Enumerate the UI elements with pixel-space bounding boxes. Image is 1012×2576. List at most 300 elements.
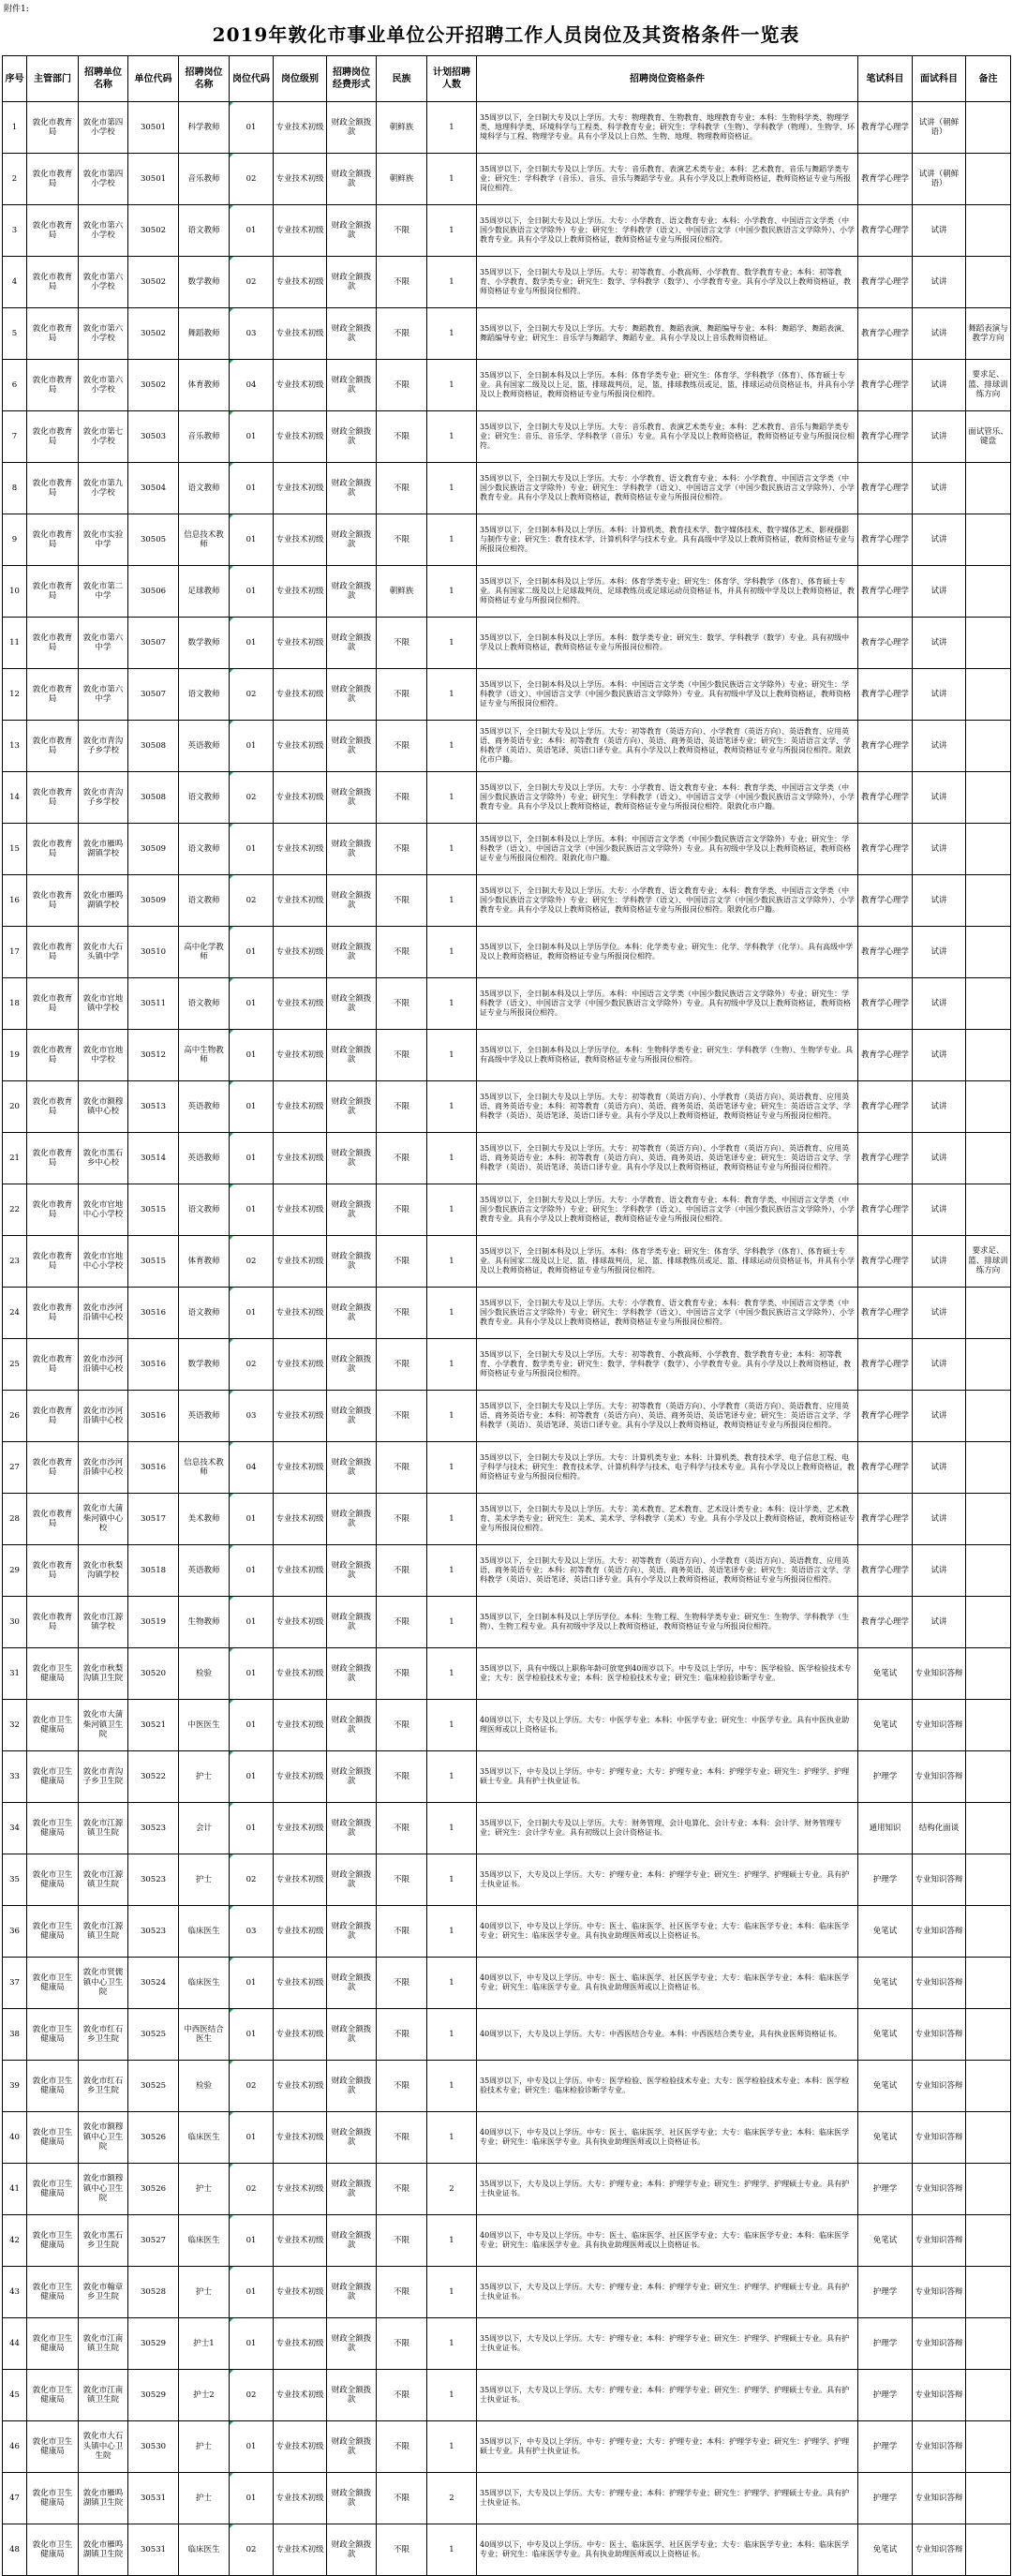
cell-col-written-test: 教育学心理学: [858, 978, 913, 1030]
table-row: [3, 1081, 1011, 1133]
cell-col-position-code: 02: [230, 1854, 274, 1906]
cell-col-level: 专业技术初级: [274, 154, 327, 205]
cell-col-unit: 敦化市第六小学校: [79, 257, 128, 308]
cell-col-interview: 试讲: [913, 257, 966, 308]
cell-col-unit: 敦化市翰章乡卫生院: [79, 2267, 128, 2318]
cell-col-written-test: 教育学心理学: [858, 154, 913, 205]
cell-col-level: 专业技术初级: [274, 1081, 327, 1133]
cell-col-level: 专业技术初级: [274, 1854, 327, 1906]
cell-col-unit: 敦化市红石乡卫生院: [79, 2061, 128, 2112]
cell-col-funding: 财政全额拨款: [327, 772, 377, 824]
cell-col-position-code: 01: [230, 1958, 274, 2009]
cell-col-unit: 敦化市江源镇卫生院: [79, 1906, 128, 1958]
cell-col-unit-code: 30509: [128, 824, 179, 875]
cell-col-remarks: [966, 463, 1011, 514]
cell-col-funding: 财政全额拨款: [327, 566, 377, 618]
cell-col-ethnicity: 不限: [377, 1700, 427, 1751]
cell-col-count: 1: [427, 1494, 477, 1545]
cell-col-position-code: 02: [230, 1339, 274, 1391]
cell-col-position-code: 01: [230, 205, 274, 257]
table-row: [3, 2370, 1011, 2421]
cell-col-unit-code: 30522: [128, 1751, 179, 1803]
cell-col-remarks: [966, 2009, 1011, 2061]
cell-col-funding: 财政全额拨款: [327, 721, 377, 772]
table-row: [3, 463, 1011, 514]
cell-col-count: 1: [427, 1081, 477, 1133]
cell-col-department: 敦化市卫生健康局: [27, 1958, 79, 2009]
cell-col-index: 34: [3, 1803, 27, 1854]
cell-col-ethnicity: 不限: [377, 2318, 427, 2370]
column-header-col-unit-code: 单位代码: [128, 56, 179, 102]
cell-col-qualifications: 35周岁以下，大专及以上学历。大专：护理专业；本科：护理学专业；研究生：护理学、护理硕士专业。具有护士执业证书。: [477, 2318, 858, 2370]
column-header-col-index: 序号: [3, 56, 27, 102]
cell-col-qualifications: 35周岁以下，全日制本科及以上学历。本科：计算机类、教育技术学、数字媒体技术、数字媒体艺术、影视摄影与制作专业；研究生：教育技术学、计算机科学与技术专业。具有高级中学及以上教师资格证，教师资格证专业与所报岗位相符。: [477, 514, 858, 566]
cell-col-funding: 财政全额拨款: [327, 1597, 377, 1648]
cell-col-qualifications: 35周岁以下，全日制大专及以上学历。大专：初等教育（英语方向）、小学教育（英语方向）、英语教育、应用英语、商务英语专业；本科：初等教育（英语方向）、英语、商务英语、英语笔译专业；研究生：英语语言文学、学科教学（英语）、英语笔译、英语口译专业。具有小学及以上教师资格证，教师资格证专业与所报岗位相符。: [477, 1133, 858, 1184]
cell-col-unit-code: 30507: [128, 669, 179, 721]
cell-col-position: 英语教师: [179, 1133, 230, 1184]
cell-col-position-code: 02: [230, 2061, 274, 2112]
cell-col-level: 专业技术初级: [274, 1751, 327, 1803]
cell-col-remarks: [966, 1958, 1011, 2009]
cell-col-qualifications: 35周岁以下，全日制大专及以上学历。大专：小学教育、语文教育专业；本科：教育学类、中国语言文学类（中国少数民族语言文学除外）专业；研究生：学科教学（语文）、中国语言文学（中国少数民族语言文学除外）、小学教育专业。具有小学及以上教师资格证，教师资格证专业与所报岗位相符。限敦化市户籍。: [477, 772, 858, 824]
cell-col-unit-code: 30505: [128, 514, 179, 566]
cell-col-written-test: 教育学心理学: [858, 566, 913, 618]
cell-col-ethnicity: 不限: [377, 1958, 427, 2009]
cell-col-written-test: 教育学心理学: [858, 257, 913, 308]
cell-col-department: 敦化市卫生健康局: [27, 2009, 79, 2061]
cell-col-position: 临床医生: [179, 1906, 230, 1958]
cell-col-position: 音乐教师: [179, 154, 230, 205]
cell-col-position: 检验: [179, 1648, 230, 1700]
cell-col-interview: 试讲: [913, 1030, 966, 1081]
cell-col-position: 护士: [179, 2421, 230, 2473]
cell-col-funding: 财政全额拨款: [327, 1081, 377, 1133]
cell-col-count: 1: [427, 514, 477, 566]
cell-col-level: 专业技术初级: [274, 2267, 327, 2318]
cell-col-position: 音乐教师: [179, 411, 230, 463]
cell-col-ethnicity: 不限: [377, 2112, 427, 2164]
cell-col-unit-code: 30514: [128, 1133, 179, 1184]
cell-col-position-code: 01: [230, 1030, 274, 1081]
cell-col-position: 语文教师: [179, 1184, 230, 1236]
cell-col-department: 敦化市教育局: [27, 1339, 79, 1391]
cell-col-department: 敦化市卫生健康局: [27, 2215, 79, 2267]
cell-col-ethnicity: 不限: [377, 618, 427, 669]
cell-col-index: 5: [3, 308, 27, 360]
cell-col-count: 1: [427, 927, 477, 978]
cell-col-funding: 财政全额拨款: [327, 1906, 377, 1958]
cell-col-position: 英语教师: [179, 1545, 230, 1597]
cell-col-remarks: [966, 2164, 1011, 2215]
table-row: [3, 721, 1011, 772]
cell-col-position-code: 01: [230, 927, 274, 978]
cell-col-interview: 试讲: [913, 772, 966, 824]
cell-col-level: 专业技术初级: [274, 2164, 327, 2215]
table-row: [3, 2421, 1011, 2473]
cell-col-unit-code: 30517: [128, 1494, 179, 1545]
cell-col-unit-code: 30515: [128, 1184, 179, 1236]
cell-col-written-test: 护理学: [858, 2473, 913, 2524]
cell-col-remarks: [966, 1906, 1011, 1958]
cell-col-written-test: 护理学: [858, 2421, 913, 2473]
cell-col-funding: 财政全额拨款: [327, 978, 377, 1030]
cell-col-ethnicity: 不限: [377, 1597, 427, 1648]
cell-col-level: 专业技术初级: [274, 669, 327, 721]
cell-col-index: 2: [3, 154, 27, 205]
cell-col-position: 护士: [179, 2473, 230, 2524]
cell-col-interview: 专业知识答辩: [913, 2164, 966, 2215]
cell-col-count: 1: [427, 772, 477, 824]
cell-col-unit-code: 30531: [128, 2524, 179, 2576]
cell-col-unit: 敦化市大石头镇中心卫生院: [79, 2421, 128, 2473]
cell-col-qualifications: 35周岁以下，全日制本科及以上学历。本科：中国语言文学类（中国少数民族语言文学除外）专业；研究生：学科教学（语文）、中国语言文学（中国少数民族语言文学除外）专业。具有初级中学及以上教师资格证，教师资格证专业与所报岗位相符。限敦化市户籍。: [477, 824, 858, 875]
cell-col-qualifications: 35周岁以下，中专及以上学历。中专：医学检验、医学检验技术专业；大专：医学检验技术专业；本科：医学检验技术专业；研究生：临床检验诊断学专业。: [477, 2061, 858, 2112]
cell-col-funding: 财政全额拨款: [327, 2061, 377, 2112]
cell-col-qualifications: 35周岁以下，大专及以上学历。大专：护理专业；本科：护理学专业；研究生：护理学、护理硕士专业。具有护士执业证书。: [477, 1854, 858, 1906]
cell-col-ethnicity: 不限: [377, 1391, 427, 1442]
cell-col-index: 8: [3, 463, 27, 514]
cell-col-funding: 财政全额拨款: [327, 2473, 377, 2524]
cell-col-level: 专业技术初级: [274, 1236, 327, 1288]
table-row: [3, 2318, 1011, 2370]
cell-col-level: 专业技术初级: [274, 978, 327, 1030]
cell-col-written-test: 教育学心理学: [858, 721, 913, 772]
cell-col-remarks: [966, 2061, 1011, 2112]
cell-col-remarks: [966, 1700, 1011, 1751]
cell-col-unit-code: 30504: [128, 463, 179, 514]
cell-col-count: 1: [427, 1339, 477, 1391]
cell-col-remarks: [966, 2112, 1011, 2164]
cell-col-interview: 试讲: [913, 1597, 966, 1648]
cell-col-index: 3: [3, 205, 27, 257]
cell-col-written-test: 教育学心理学: [858, 1494, 913, 1545]
cell-col-funding: 财政全额拨款: [327, 2009, 377, 2061]
cell-col-count: 1: [427, 102, 477, 154]
cell-col-position: 中西医结合医生: [179, 2009, 230, 2061]
cell-col-index: 14: [3, 772, 27, 824]
cell-col-funding: 财政全额拨款: [327, 154, 377, 205]
cell-col-unit: 敦化市雁鸣湖镇学校: [79, 824, 128, 875]
cell-col-unit: 敦化市沙河沿镇中心校: [79, 1288, 128, 1339]
cell-col-count: 1: [427, 1958, 477, 2009]
cell-col-department: 敦化市教育局: [27, 411, 79, 463]
cell-col-interview: 试讲: [913, 463, 966, 514]
cell-col-position: 护士: [179, 1854, 230, 1906]
column-header-col-position-code: 岗位代码: [230, 56, 274, 102]
cell-col-unit-code: 30502: [128, 360, 179, 411]
cell-col-index: 32: [3, 1700, 27, 1751]
cell-col-count: 1: [427, 308, 477, 360]
cell-col-remarks: [966, 2215, 1011, 2267]
cell-col-remarks: [966, 1545, 1011, 1597]
cell-col-position: 护士: [179, 2267, 230, 2318]
cell-col-ethnicity: 不限: [377, 1803, 427, 1854]
cell-col-unit-code: 30508: [128, 772, 179, 824]
cell-col-unit-code: 30501: [128, 102, 179, 154]
cell-col-level: 专业技术初级: [274, 772, 327, 824]
cell-col-position: 数学教师: [179, 257, 230, 308]
cell-col-interview: 试讲（朝鲜语）: [913, 154, 966, 205]
cell-col-unit-code: 30502: [128, 308, 179, 360]
cell-col-qualifications: 35周岁以下，全日制本科及以上学历。本科：体育学类专业；研究生：体育学、学科教学（体育）、体育硕士专业。具有国家二级及以上足、篮、排球裁判员，足、篮、排球教练员或足、篮、排球运动员资格证书，并具有小学及以上教师资格证，教师资格证专业与所报岗位相符。: [477, 360, 858, 411]
cell-col-interview: 专业知识答辩: [913, 1648, 966, 1700]
cell-col-qualifications: 35周岁以下，全日制大专及以上学历。大专：音乐教育、表演艺术类专业；本科：艺术教育、音乐与舞蹈学类专业；研究生：音乐、音乐学、学科教学（音乐）专业。具有小学及以上教师资格证，教师资格证专业与所报岗位相符。: [477, 411, 858, 463]
cell-col-written-test: 免笔试: [858, 2061, 913, 2112]
cell-col-count: 1: [427, 2421, 477, 2473]
cell-col-interview: 试讲: [913, 1442, 966, 1494]
cell-col-unit-code: 30521: [128, 1700, 179, 1751]
cell-col-interview: 试讲: [913, 1391, 966, 1442]
cell-col-level: 专业技术初级: [274, 463, 327, 514]
cell-col-position: 舞蹈教师: [179, 308, 230, 360]
cell-col-position-code: 04: [230, 360, 274, 411]
cell-col-position-code: 01: [230, 1494, 274, 1545]
cell-col-qualifications: 40周岁以下，大专及以上学历。大专：中西医结合专业。本科：中西医结合类专业，具有执业医师资格证书。: [477, 2009, 858, 2061]
cell-col-unit: 敦化市额穆镇中心卫生院: [79, 2164, 128, 2215]
cell-col-funding: 财政全额拨款: [327, 1700, 377, 1751]
cell-col-unit: 敦化市大石头镇中学: [79, 927, 128, 978]
cell-col-qualifications: 35周岁以下，全日制本科及以上学历。本科：中国语言文学类（中国少数民族语言文学除外）专业；研究生：学科教学（语文）、中国语言文学（中国少数民族语言文学除外）专业。具有初级中学及以上教师资格证，教师资格证专业与所报岗位相符。: [477, 669, 858, 721]
cell-col-funding: 财政全额拨款: [327, 1958, 377, 2009]
cell-col-ethnicity: 不限: [377, 360, 427, 411]
cell-col-written-test: 教育学心理学: [858, 1545, 913, 1597]
cell-col-qualifications: 35周岁以下，全日制大专及以上学历。大专：初等教育（英语方向）、小学教育（英语方向）、英语教育、应用英语、商务英语专业；本科：初等教育（英语方向）、英语、商务英语、英语笔译专业；研究生：英语语言文学、学科教学（英语）、英语笔译、英语口译专业。具有小学及以上教师资格证，教师资格证专业与所报岗位相符。: [477, 1081, 858, 1133]
cell-col-unit: 敦化市第九小学校: [79, 463, 128, 514]
table-row: [3, 2267, 1011, 2318]
cell-col-department: 敦化市教育局: [27, 824, 79, 875]
cell-col-count: 1: [427, 2061, 477, 2112]
cell-col-interview: 专业知识答辩: [913, 2112, 966, 2164]
cell-col-count: 1: [427, 1545, 477, 1597]
cell-col-interview: 专业知识答辩: [913, 2061, 966, 2112]
cell-col-remarks: 面试管乐、键盘: [966, 411, 1011, 463]
cell-col-count: 1: [427, 2112, 477, 2164]
cell-col-written-test: 教育学心理学: [858, 411, 913, 463]
cell-col-position-code: 02: [230, 669, 274, 721]
cell-col-remarks: [966, 618, 1011, 669]
cell-col-index: 13: [3, 721, 27, 772]
cell-col-remarks: [966, 566, 1011, 618]
cell-col-index: 37: [3, 1958, 27, 2009]
cell-col-department: 敦化市教育局: [27, 1184, 79, 1236]
cell-col-department: 敦化市教育局: [27, 257, 79, 308]
cell-col-position-code: 01: [230, 1184, 274, 1236]
cell-col-count: 1: [427, 2318, 477, 2370]
cell-col-remarks: [966, 1648, 1011, 1700]
cell-col-index: 31: [3, 1648, 27, 1700]
cell-col-written-test: 免笔试: [858, 2112, 913, 2164]
cell-col-unit-code: 30526: [128, 2164, 179, 2215]
cell-col-funding: 财政全额拨款: [327, 360, 377, 411]
cell-col-funding: 财政全额拨款: [327, 2164, 377, 2215]
cell-col-funding: 财政全额拨款: [327, 669, 377, 721]
cell-col-position: 语文教师: [179, 875, 230, 927]
cell-col-department: 敦化市卫生健康局: [27, 2421, 79, 2473]
cell-col-index: 15: [3, 824, 27, 875]
cell-col-level: 专业技术初级: [274, 1288, 327, 1339]
cell-col-written-test: 教育学心理学: [858, 514, 913, 566]
cell-col-position-code: 01: [230, 2473, 274, 2524]
cell-col-unit-code: 30502: [128, 257, 179, 308]
cell-col-qualifications: 40周岁以下，中专及以上学历。中专：医士、临床医学、社区医学专业；大专：临床医学专业；本科：临床医学专业；研究生：临床医学专业。具有执业助理医师或以上资格证书。: [477, 2524, 858, 2576]
cell-col-written-test: 教育学心理学: [858, 824, 913, 875]
cell-col-position: 护士: [179, 2164, 230, 2215]
table-row: [3, 1288, 1011, 1339]
column-header-col-unit: 招聘单位名称: [79, 56, 128, 102]
cell-col-unit-code: 30527: [128, 2215, 179, 2267]
cell-col-index: 11: [3, 618, 27, 669]
table-row: [3, 2009, 1011, 2061]
cell-col-index: 21: [3, 1133, 27, 1184]
cell-col-ethnicity: 不限: [377, 772, 427, 824]
cell-col-index: 16: [3, 875, 27, 927]
cell-col-funding: 财政全额拨款: [327, 1339, 377, 1391]
cell-col-department: 敦化市卫生健康局: [27, 1700, 79, 1751]
table-body: [3, 102, 1011, 2576]
cell-col-position-code: 02: [230, 2524, 274, 2576]
cell-col-department: 敦化市卫生健康局: [27, 2524, 79, 2576]
cell-col-ethnicity: 不限: [377, 978, 427, 1030]
cell-col-qualifications: 35周岁以下，大专及以上学历。大专：护理专业；本科：护理学专业；研究生：护理学、护理硕士专业。具有护士执业证书。: [477, 2164, 858, 2215]
cell-col-written-test: 免笔试: [858, 2009, 913, 2061]
cell-col-position: 高中化学教师: [179, 927, 230, 978]
cell-col-interview: 试讲: [913, 1545, 966, 1597]
cell-col-department: 敦化市卫生健康局: [27, 2267, 79, 2318]
cell-col-position-code: 01: [230, 1288, 274, 1339]
cell-col-remarks: [966, 154, 1011, 205]
table-row: [3, 1391, 1011, 1442]
cell-col-qualifications: 35周岁以下，全日制大专及以上学历。大专：小学教育、语文教育专业；本科：教育学类、中国语言文学类（中国少数民族语言文学除外）专业；研究生：学科教学（语文）、中国语言文学（中国少数民族语言文学除外）、小学教育专业。具有小学及以上教师资格证，教师资格证专业与所报岗位相符。限敦化市户籍。: [477, 875, 858, 927]
cell-col-position-code: 01: [230, 566, 274, 618]
cell-col-remarks: [966, 257, 1011, 308]
cell-col-written-test: 免笔试: [858, 1648, 913, 1700]
cell-col-remarks: [966, 1288, 1011, 1339]
cell-col-position: 高中生物教师: [179, 1030, 230, 1081]
column-header-col-interview: 面试科目: [913, 56, 966, 102]
cell-col-level: 专业技术初级: [274, 1030, 327, 1081]
cell-col-unit: 敦化市青沟子乡学校: [79, 772, 128, 824]
cell-col-qualifications: 35周岁以下，大专及以上学历。大专：护理专业；本科：护理学专业；研究生：护理学、护理硕士专业。具有护士执业证书。: [477, 2370, 858, 2421]
cell-col-written-test: 教育学心理学: [858, 1184, 913, 1236]
cell-col-index: 33: [3, 1751, 27, 1803]
cell-col-position-code: 02: [230, 2370, 274, 2421]
cell-col-written-test: 护理学: [858, 1854, 913, 1906]
table-row: [3, 2061, 1011, 2112]
cell-col-unit: 敦化市第六中学: [79, 669, 128, 721]
cell-col-written-test: 护理学: [858, 2267, 913, 2318]
cell-col-written-test: 教育学心理学: [858, 1597, 913, 1648]
cell-col-position: 护士1: [179, 2318, 230, 2370]
cell-col-level: 专业技术初级: [274, 1958, 327, 2009]
cell-col-funding: 财政全额拨款: [327, 2267, 377, 2318]
cell-col-unit-code: 30516: [128, 1288, 179, 1339]
cell-col-funding: 财政全额拨款: [327, 257, 377, 308]
cell-col-written-test: 护理学: [858, 2318, 913, 2370]
cell-col-index: 43: [3, 2267, 27, 2318]
cell-col-unit-code: 30511: [128, 978, 179, 1030]
cell-col-department: 敦化市卫生健康局: [27, 2318, 79, 2370]
cell-col-department: 敦化市卫生健康局: [27, 1803, 79, 1854]
cell-col-funding: 财政全额拨款: [327, 102, 377, 154]
table-row: [3, 875, 1011, 927]
cell-col-unit: 敦化市江南镇卫生院: [79, 2370, 128, 2421]
cell-col-level: 专业技术初级: [274, 2421, 327, 2473]
cell-col-written-test: 教育学心理学: [858, 205, 913, 257]
cell-col-ethnicity: 不限: [377, 1133, 427, 1184]
cell-col-position-code: 02: [230, 772, 274, 824]
cell-col-index: 46: [3, 2421, 27, 2473]
cell-col-unit: 敦化市贤儒镇中心卫生院: [79, 1958, 128, 2009]
cell-col-unit-code: 30529: [128, 2318, 179, 2370]
cell-col-remarks: [966, 102, 1011, 154]
table-row: [3, 360, 1011, 411]
cell-col-funding: 财政全额拨款: [327, 1288, 377, 1339]
cell-col-interview: 专业知识答辩: [913, 1958, 966, 2009]
cell-col-interview: 专业知识答辩: [913, 1751, 966, 1803]
table-row: [3, 1494, 1011, 1545]
cell-col-level: 专业技术初级: [274, 1494, 327, 1545]
cell-col-interview: 试讲: [913, 360, 966, 411]
table-row: [3, 2215, 1011, 2267]
cell-col-position: 语文教师: [179, 669, 230, 721]
cell-col-position: 英语教师: [179, 1391, 230, 1442]
cell-col-interview: 试讲: [913, 721, 966, 772]
cell-col-unit: 敦化市江源镇卫生院: [79, 1854, 128, 1906]
cell-col-index: 40: [3, 2112, 27, 2164]
cell-col-position: 信息技术教师: [179, 514, 230, 566]
cell-col-written-test: 教育学心理学: [858, 669, 913, 721]
cell-col-written-test: 教育学心理学: [858, 463, 913, 514]
cell-col-level: 专业技术初级: [274, 2318, 327, 2370]
cell-col-written-test: 免笔试: [858, 1700, 913, 1751]
cell-col-funding: 财政全额拨款: [327, 1133, 377, 1184]
cell-col-level: 专业技术初级: [274, 824, 327, 875]
cell-col-position-code: 01: [230, 2112, 274, 2164]
cell-col-funding: 财政全额拨款: [327, 205, 377, 257]
cell-col-funding: 财政全额拨款: [327, 1751, 377, 1803]
column-header-col-count: 计划招聘人数: [427, 56, 477, 102]
cell-col-level: 专业技术初级: [274, 1597, 327, 1648]
cell-col-unit: 敦化市额穆镇中心校: [79, 1081, 128, 1133]
cell-col-interview: 试讲: [913, 1184, 966, 1236]
table-row: [3, 1751, 1011, 1803]
cell-col-written-test: 通用知识: [858, 1803, 913, 1854]
cell-col-unit-code: 30510: [128, 927, 179, 978]
column-header-col-remarks: 备注: [966, 56, 1011, 102]
cell-col-level: 专业技术初级: [274, 927, 327, 978]
cell-col-position-code: 01: [230, 1751, 274, 1803]
cell-col-index: 24: [3, 1288, 27, 1339]
cell-col-level: 专业技术初级: [274, 1648, 327, 1700]
cell-col-count: 1: [427, 2267, 477, 2318]
cell-col-count: 1: [427, 566, 477, 618]
cell-col-qualifications: 35周岁以下，全日制本科及以上学历。本科：体育学类专业；研究生：体育学、学科教学（体育）、体育硕士专业。具有国家二级及以上足、篮、排球裁判员，足、篮、排球教练员或足、篮、排球运动员资格证书，并具有小学及以上教师资格证，教师资格证专业与所报岗位相符。: [477, 1236, 858, 1288]
column-header-col-level: 岗位级别: [274, 56, 327, 102]
cell-col-written-test: 教育学心理学: [858, 1442, 913, 1494]
cell-col-unit-code: 30516: [128, 1442, 179, 1494]
cell-col-count: 1: [427, 978, 477, 1030]
cell-col-department: 敦化市卫生健康局: [27, 1751, 79, 1803]
cell-col-department: 敦化市卫生健康局: [27, 1906, 79, 1958]
cell-col-interview: 试讲: [913, 411, 966, 463]
cell-col-index: 23: [3, 1236, 27, 1288]
cell-col-department: 敦化市教育局: [27, 360, 79, 411]
cell-col-interview: 专业知识答辩: [913, 2009, 966, 2061]
cell-col-department: 敦化市教育局: [27, 1081, 79, 1133]
cell-col-position: 中医医生: [179, 1700, 230, 1751]
cell-col-department: 敦化市教育局: [27, 463, 79, 514]
